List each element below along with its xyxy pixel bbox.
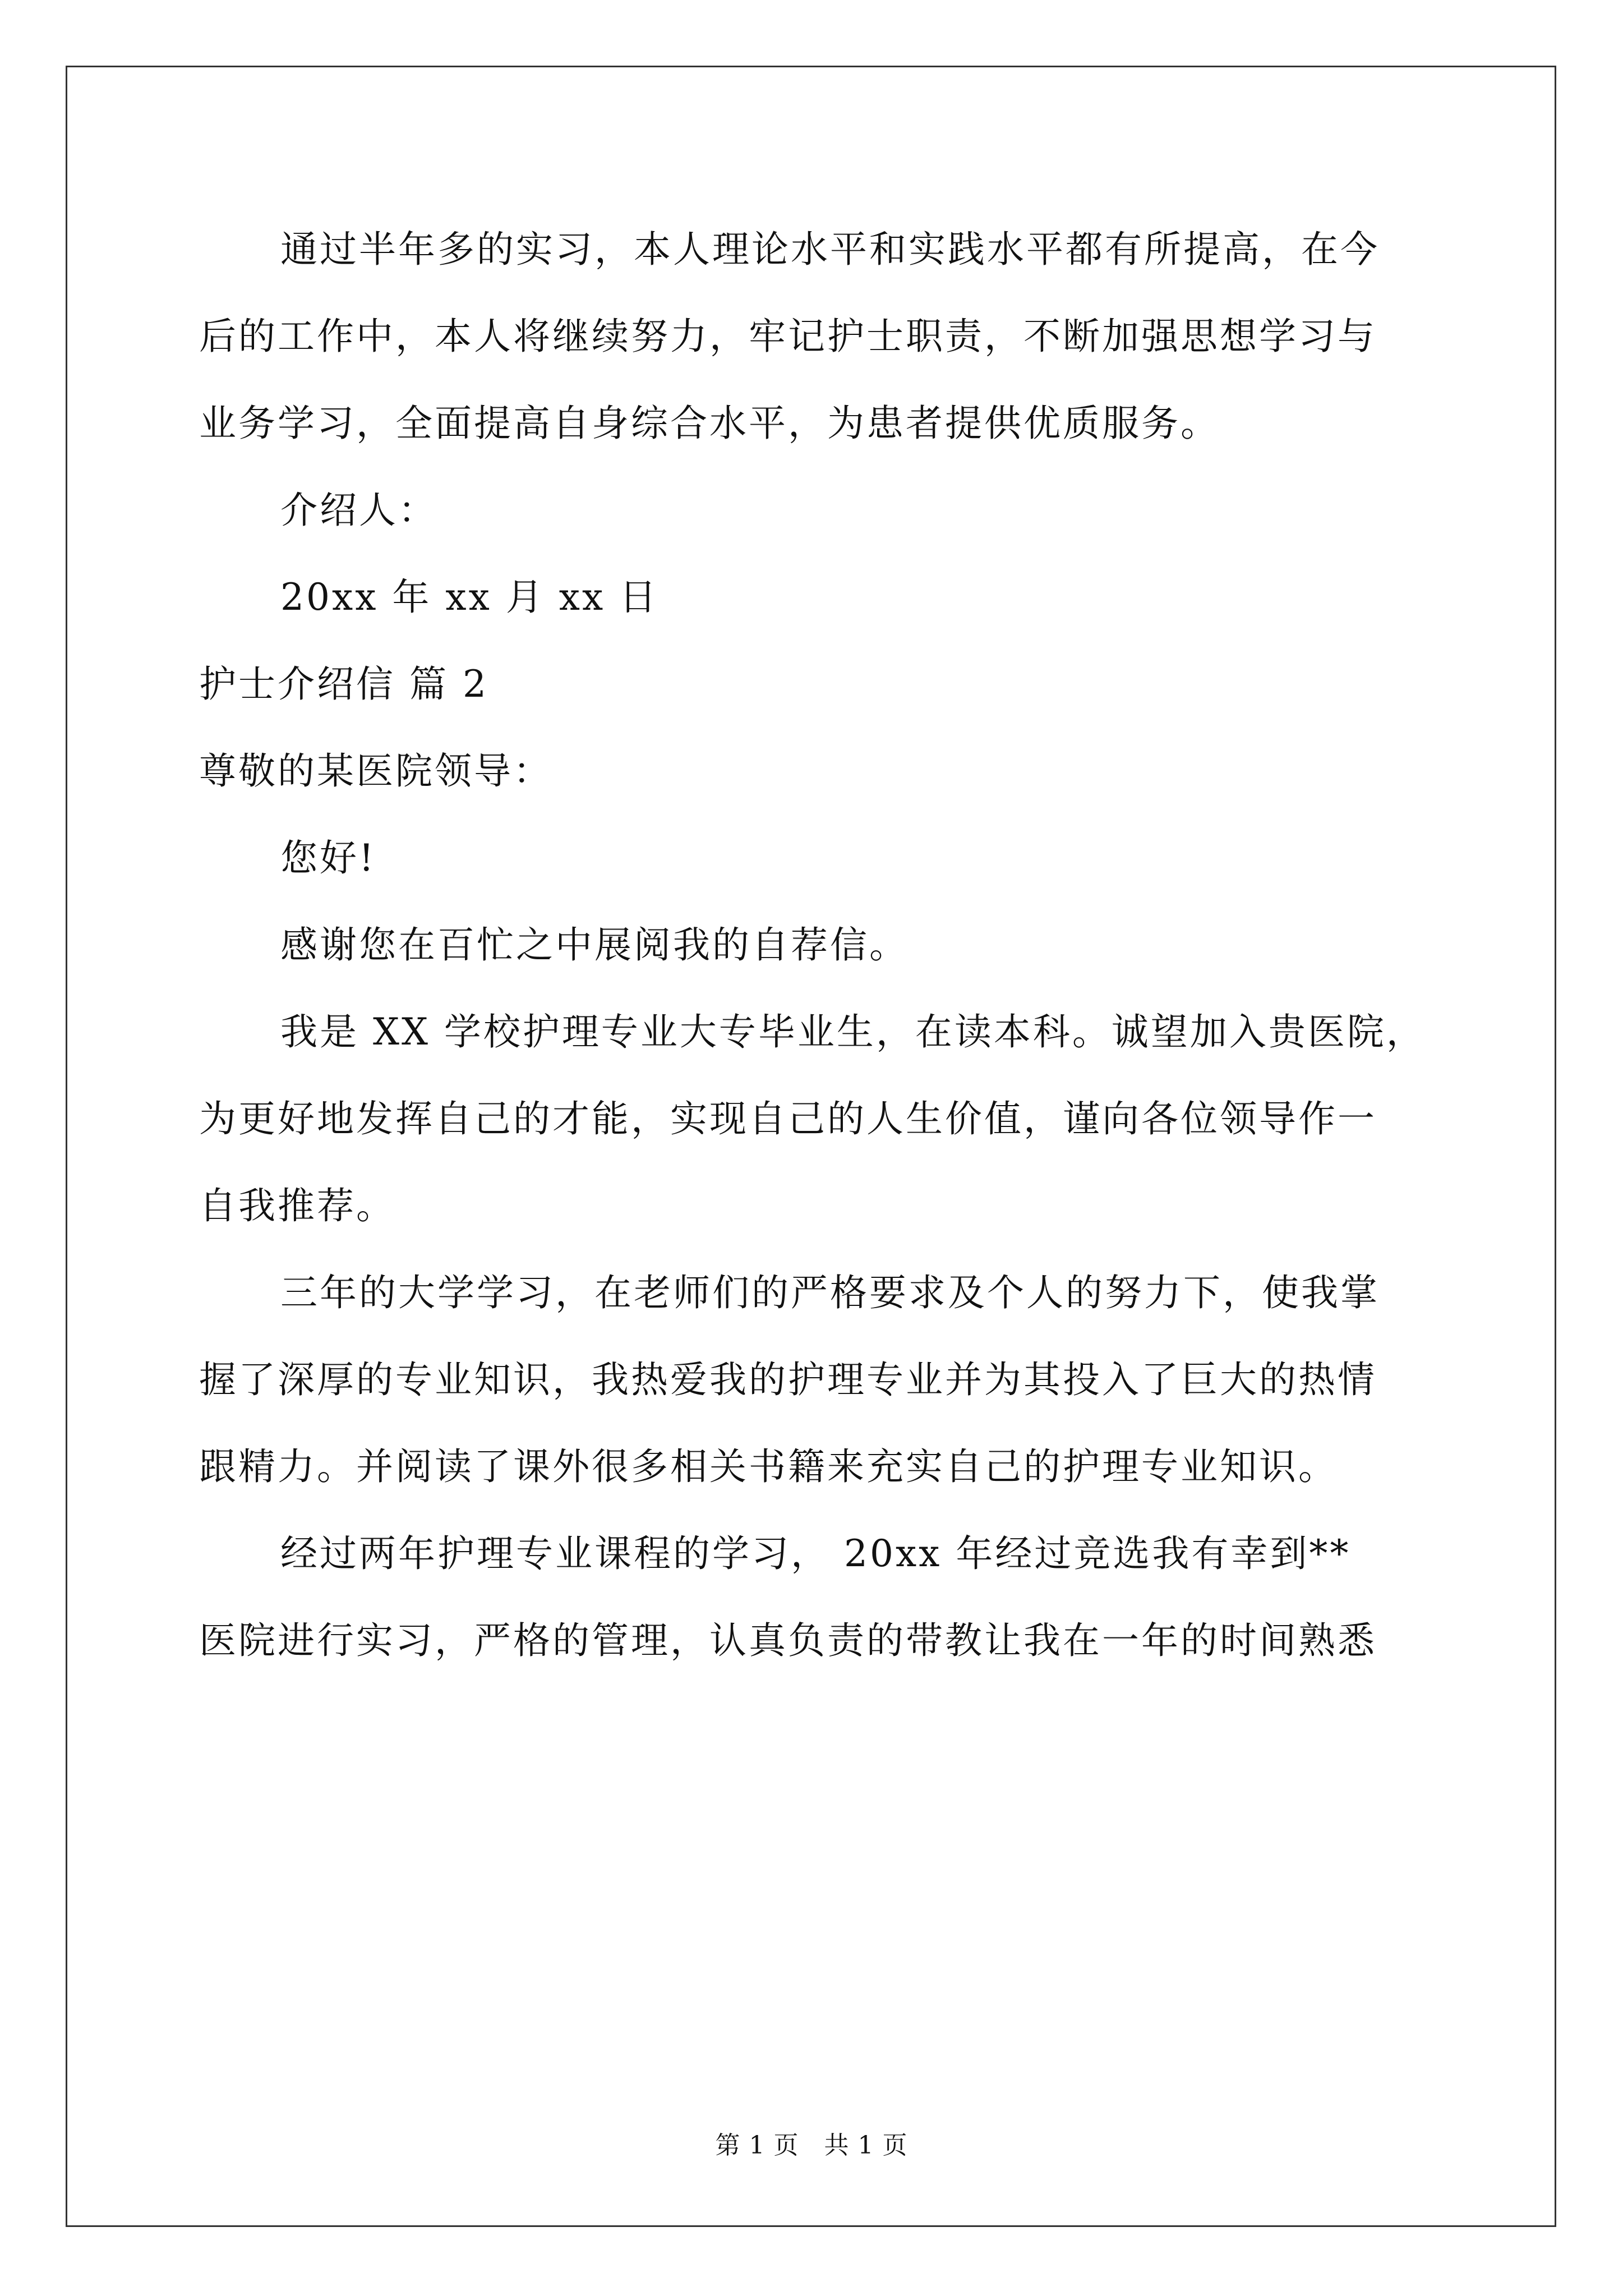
paragraph-line: 经过两年护理专业课程的学习， 20xx 年经过竞选我有幸到** (280, 1532, 1351, 1575)
greeting: 您好! (280, 836, 376, 880)
introducer-label: 介绍人： (280, 489, 437, 532)
paragraph-line: 跟精力。并阅读了课外很多相关书籍来充实自己的护理专业知识。 (199, 1445, 1338, 1488)
paragraph-line: 自我推荐。 (199, 1184, 395, 1227)
salutation: 尊敬的某医院领导： (199, 749, 552, 793)
paragraph-line: 握了深厚的专业知识，我热爱我的护理专业并为其投入了巨大的热情 (199, 1358, 1377, 1401)
paragraph-line: 后的工作中，本人将继续努力，牢记护士职责，不断加强思想学习与 (199, 315, 1377, 358)
paragraph-line: 三年的大学学习，在老师们的严格要求及个人的努力下，使我掌 (280, 1271, 1380, 1314)
paragraph-line: 业务学习，全面提高自身综合水平，为患者提供优质服务。 (199, 402, 1220, 445)
paragraph-line: 通过半年多的实习，本人理论水平和实践水平都有所提高，在今 (280, 228, 1380, 271)
thanks-line: 感谢您在百忙之中展阅我的自荐信。 (280, 923, 909, 967)
paragraph-line: 为更好地发挥自己的才能，实现自己的人生价值，谨向各位领导作一 (199, 1097, 1377, 1140)
paragraph-line: 医院进行实习，严格的管理，认真负责的带教让我在一年的时间熟悉 (199, 1619, 1377, 1662)
page-footer: 第 1 页 共 1 页 (715, 2131, 908, 2160)
paragraph-line: 我是 XX 学校护理专业大专毕业生，在读本科。诚望加入贵医院， (280, 1010, 1426, 1053)
page-border (66, 66, 1556, 2227)
letter-date: 20xx 年 xx 月 xx 日 (280, 576, 659, 619)
section-title: 护士介绍信 篇 2 (199, 662, 488, 706)
